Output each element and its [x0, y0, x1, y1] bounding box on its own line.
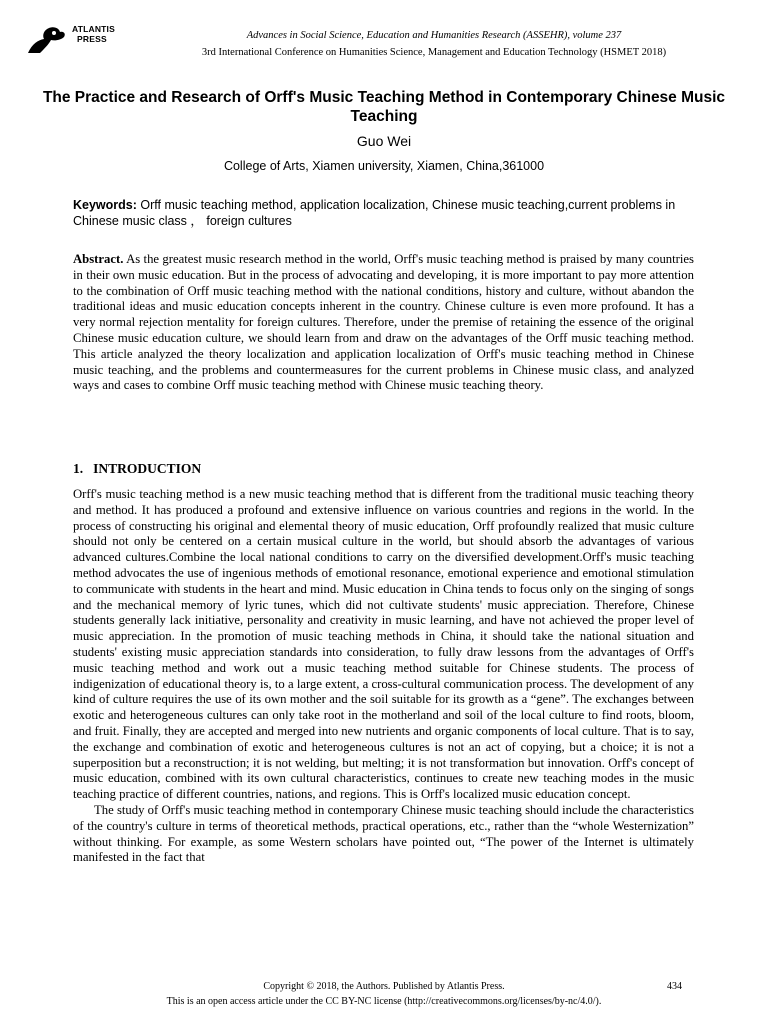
paper-title: The Practice and Research of Orff's Music Teaching Method in Contemporary Chinese Music Teaching	[42, 89, 726, 125]
body-paragraph-1: Orff's music teaching method is a new music teaching method that is different from the traditional music teaching theory and method. It has produced a profound and extensive influence on various countries and regions in the world. In the process of constructing his original and elemental theory of music education, Orff profoundly realized that music culture should not only be centered on a certain musical culture in the world, but should absorb the advantages of various advanced cultures.Combine the local national conditions to carry on the diversified development.Orff's music teaching method advocates the use of ingenious methods of emotional resonance, emotional experience and emotional stimulation to communicate with students in the heart and mind. Music education in China tends to focus only on the singing of songs and the mechanical memory of lyric tunes, which did not cultivate students' music appreciation. Therefore, Chinese students generally lack initiative, personality and creativity in music learning, and have not achieved the proper level of music appreciation. In the promotion of music teaching methods in China, it should take the national situation and students' existing music appreciation standards into consideration, to fully draw lessons from the advantages of Orff's music teaching method and work out a music teaching method suitable for Chinese students. The process of indigenization of educational theory is, to a large extent, a cross-cultural communication process. The development of any kind of culture requires the use of its own mother and the soil suitable for its growth as a “gene”. The exchanges between exotic and heterogeneous cultures can only take root in the motherland and soil of the local culture to find roots, bloom, and fruit. Finally, they are accepted and merged into new nutrients and organic components of local culture. That is to say, the exchange and combination of exotic and heterogeneous cultures is not an act of copying, but a choice; it is not a superposition but a reconstruction; it is not welding, but melting; it is not transformation but innovation. Orff's concept of music education, combined with its own cultural characteristics, continues to create new teaching modes in the music teaching practice of different countries, nations, and regions. This is Orff's localized music education concept.	[73, 487, 694, 802]
conference-title: 3rd International Conference on Humanities Science, Management and Education Technology (HSMET 2018)	[201, 47, 667, 58]
abstract-label: Abstract.	[73, 252, 124, 266]
author-name: Guo Wei	[356, 133, 412, 149]
page-footer	[0, 979, 768, 1009]
abstract-text: As the greatest music research method in the world, Orff's music teaching method is praised by many countries in their own music education. But in the process of advocating and developing, it is more important to pay more attention to the combination of Orff music teaching method with the national conditions, history and culture, without abandon the traditional ideas and music education concepts inherent in the country. Chinese culture is even more profound. It has a very normal rejection mentality for foreign cultures. Therefore, under the premise of retaining the essence of the original Chinese music education culture, we should learn from and draw on the advantages of the Orff music teaching method. This article analyzed the theory localization and application localization of Orff's music teaching method in Chinese music teaching, and the problems and countermeasures for the current problems in Chinese music class, and analyzed ways and cases to combine Orff music teaching method with Chinese music teaching theory.	[73, 252, 694, 393]
body-paragraph-2: The study of Orff's music teaching method in contemporary Chinese music teaching should include the characteristics of the country's culture in terms of theoretical methods, practical operations, etc., rather than the “whole Westernization” without thinking. For example, as some Western scholars have pointed out, “The power of the Internet is ultimately manifested in the fact that	[73, 802, 694, 865]
logo-text	[72, 24, 115, 44]
abstract	[73, 252, 694, 394]
section-heading-introduction	[73, 461, 201, 477]
keywords-text: Orff music teaching method, application localization, Chinese music teaching,current problems in Chinese music class ， foreign cultures	[73, 198, 676, 228]
copyright-line: Copyright © 2018, the Authors. Published by Atlantis Press.	[263, 981, 505, 992]
journal-title: Advances in Social Science, Education and Humanities Research (ASSEHR), volume 237	[246, 30, 622, 41]
license-line: This is an open access article under the CC BY-NC license (http://creativecommons.org/licenses/by-nc/4.0/).	[166, 996, 602, 1007]
keywords	[73, 197, 694, 229]
logo-line-1: ATLANTIS	[72, 24, 115, 34]
logo-line-2: PRESS	[77, 34, 107, 44]
page-number: 434	[667, 981, 682, 992]
keywords-label: Keywords:	[73, 198, 137, 212]
section-body	[73, 487, 694, 866]
section-number: 1.	[73, 461, 84, 476]
section-title: INTRODUCTION	[93, 461, 202, 476]
author-affiliation: College of Arts, Xiamen university, Xiamen, China,361000	[223, 159, 545, 173]
atlantis-press-logo	[24, 22, 115, 58]
atlantis-figure-icon	[24, 22, 68, 56]
